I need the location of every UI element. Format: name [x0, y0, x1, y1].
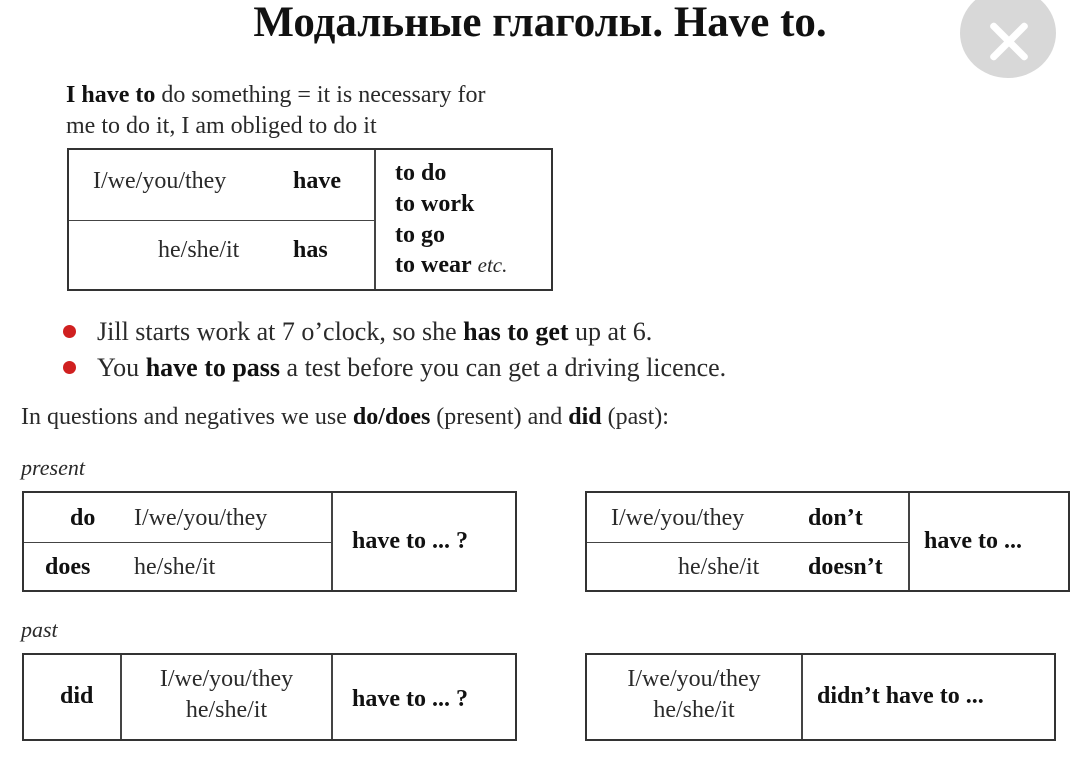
row1-subject: I/we/you/they [93, 168, 227, 194]
intro-line2: me to do it, I am obliged to do it [66, 113, 377, 139]
row2-subject: he/she/it [158, 237, 240, 263]
note-mid: (present) and [430, 404, 569, 430]
pn-subj-1: I/we/you/they [611, 505, 745, 531]
example-2-post: a test before you can get a driving licence. [280, 353, 727, 382]
page-title: Модальные глаголы. Have to. [253, 0, 827, 46]
bullet-icon [63, 361, 76, 374]
present-label: present [21, 455, 85, 480]
intro-definition [66, 80, 566, 142]
pastn-subj-2: he/she/it [653, 697, 735, 723]
have-has-table [67, 148, 553, 291]
pastn-tail: didn’t have to ... [817, 683, 984, 709]
intro-bold: I have to [66, 82, 156, 108]
infinitive-4: to wear [395, 252, 472, 278]
note-bold-1: do/does [352, 404, 431, 430]
pastq-subj-1: I/we/you/they [159, 666, 294, 692]
questions-note [21, 404, 669, 431]
pq-subj-1: I/we/you/they [134, 505, 268, 531]
note-pre: In questions and negatives we use [21, 404, 353, 430]
example-2-bold: have to pass [145, 353, 281, 382]
pn-tail: have to ... [924, 528, 1022, 554]
past-negative-table [585, 653, 1056, 741]
pq-subj-2: he/she/it [134, 554, 216, 580]
pastq-subj-2: he/she/it [185, 697, 268, 723]
example-1-post: up at 6. [568, 317, 653, 346]
pq-tail: have to ... ? [352, 528, 468, 554]
infinitive-2: to work [395, 191, 475, 217]
example-2 [97, 352, 726, 384]
example-1 [97, 316, 652, 348]
past-label: past [21, 617, 58, 642]
bullet-icon [63, 325, 76, 338]
pn-neg-1: don’t [808, 505, 863, 531]
example-1-pre: Jill starts work at 7 o’clock, so she [97, 317, 464, 346]
example-2-pre: You [97, 353, 146, 382]
pastn-subj-1: I/we/you/they [627, 666, 761, 692]
row1-verb: have [293, 168, 341, 194]
present-question-table [22, 491, 517, 592]
pq-aux-2: does [45, 554, 91, 580]
row2-verb: has [293, 237, 328, 263]
pn-subj-2: he/she/it [678, 554, 760, 580]
note-bold-2: did [568, 404, 602, 430]
infinitive-1: to do [395, 160, 447, 186]
etc-label: etc. [477, 253, 508, 277]
present-negative-table [585, 491, 1070, 592]
past-question-table [22, 653, 517, 741]
pastq-aux: did [60, 683, 94, 709]
pn-neg-2: doesn’t [808, 554, 883, 580]
intro-rest: do something = it is necessary for [155, 82, 486, 108]
note-post: (past): [601, 404, 669, 430]
example-1-bold: has to get [463, 317, 569, 346]
pq-aux-1: do [70, 505, 96, 531]
close-icon[interactable] [960, 0, 1056, 78]
infinitive-3: to go [395, 222, 445, 248]
pastq-tail: have to ... ? [352, 686, 468, 712]
